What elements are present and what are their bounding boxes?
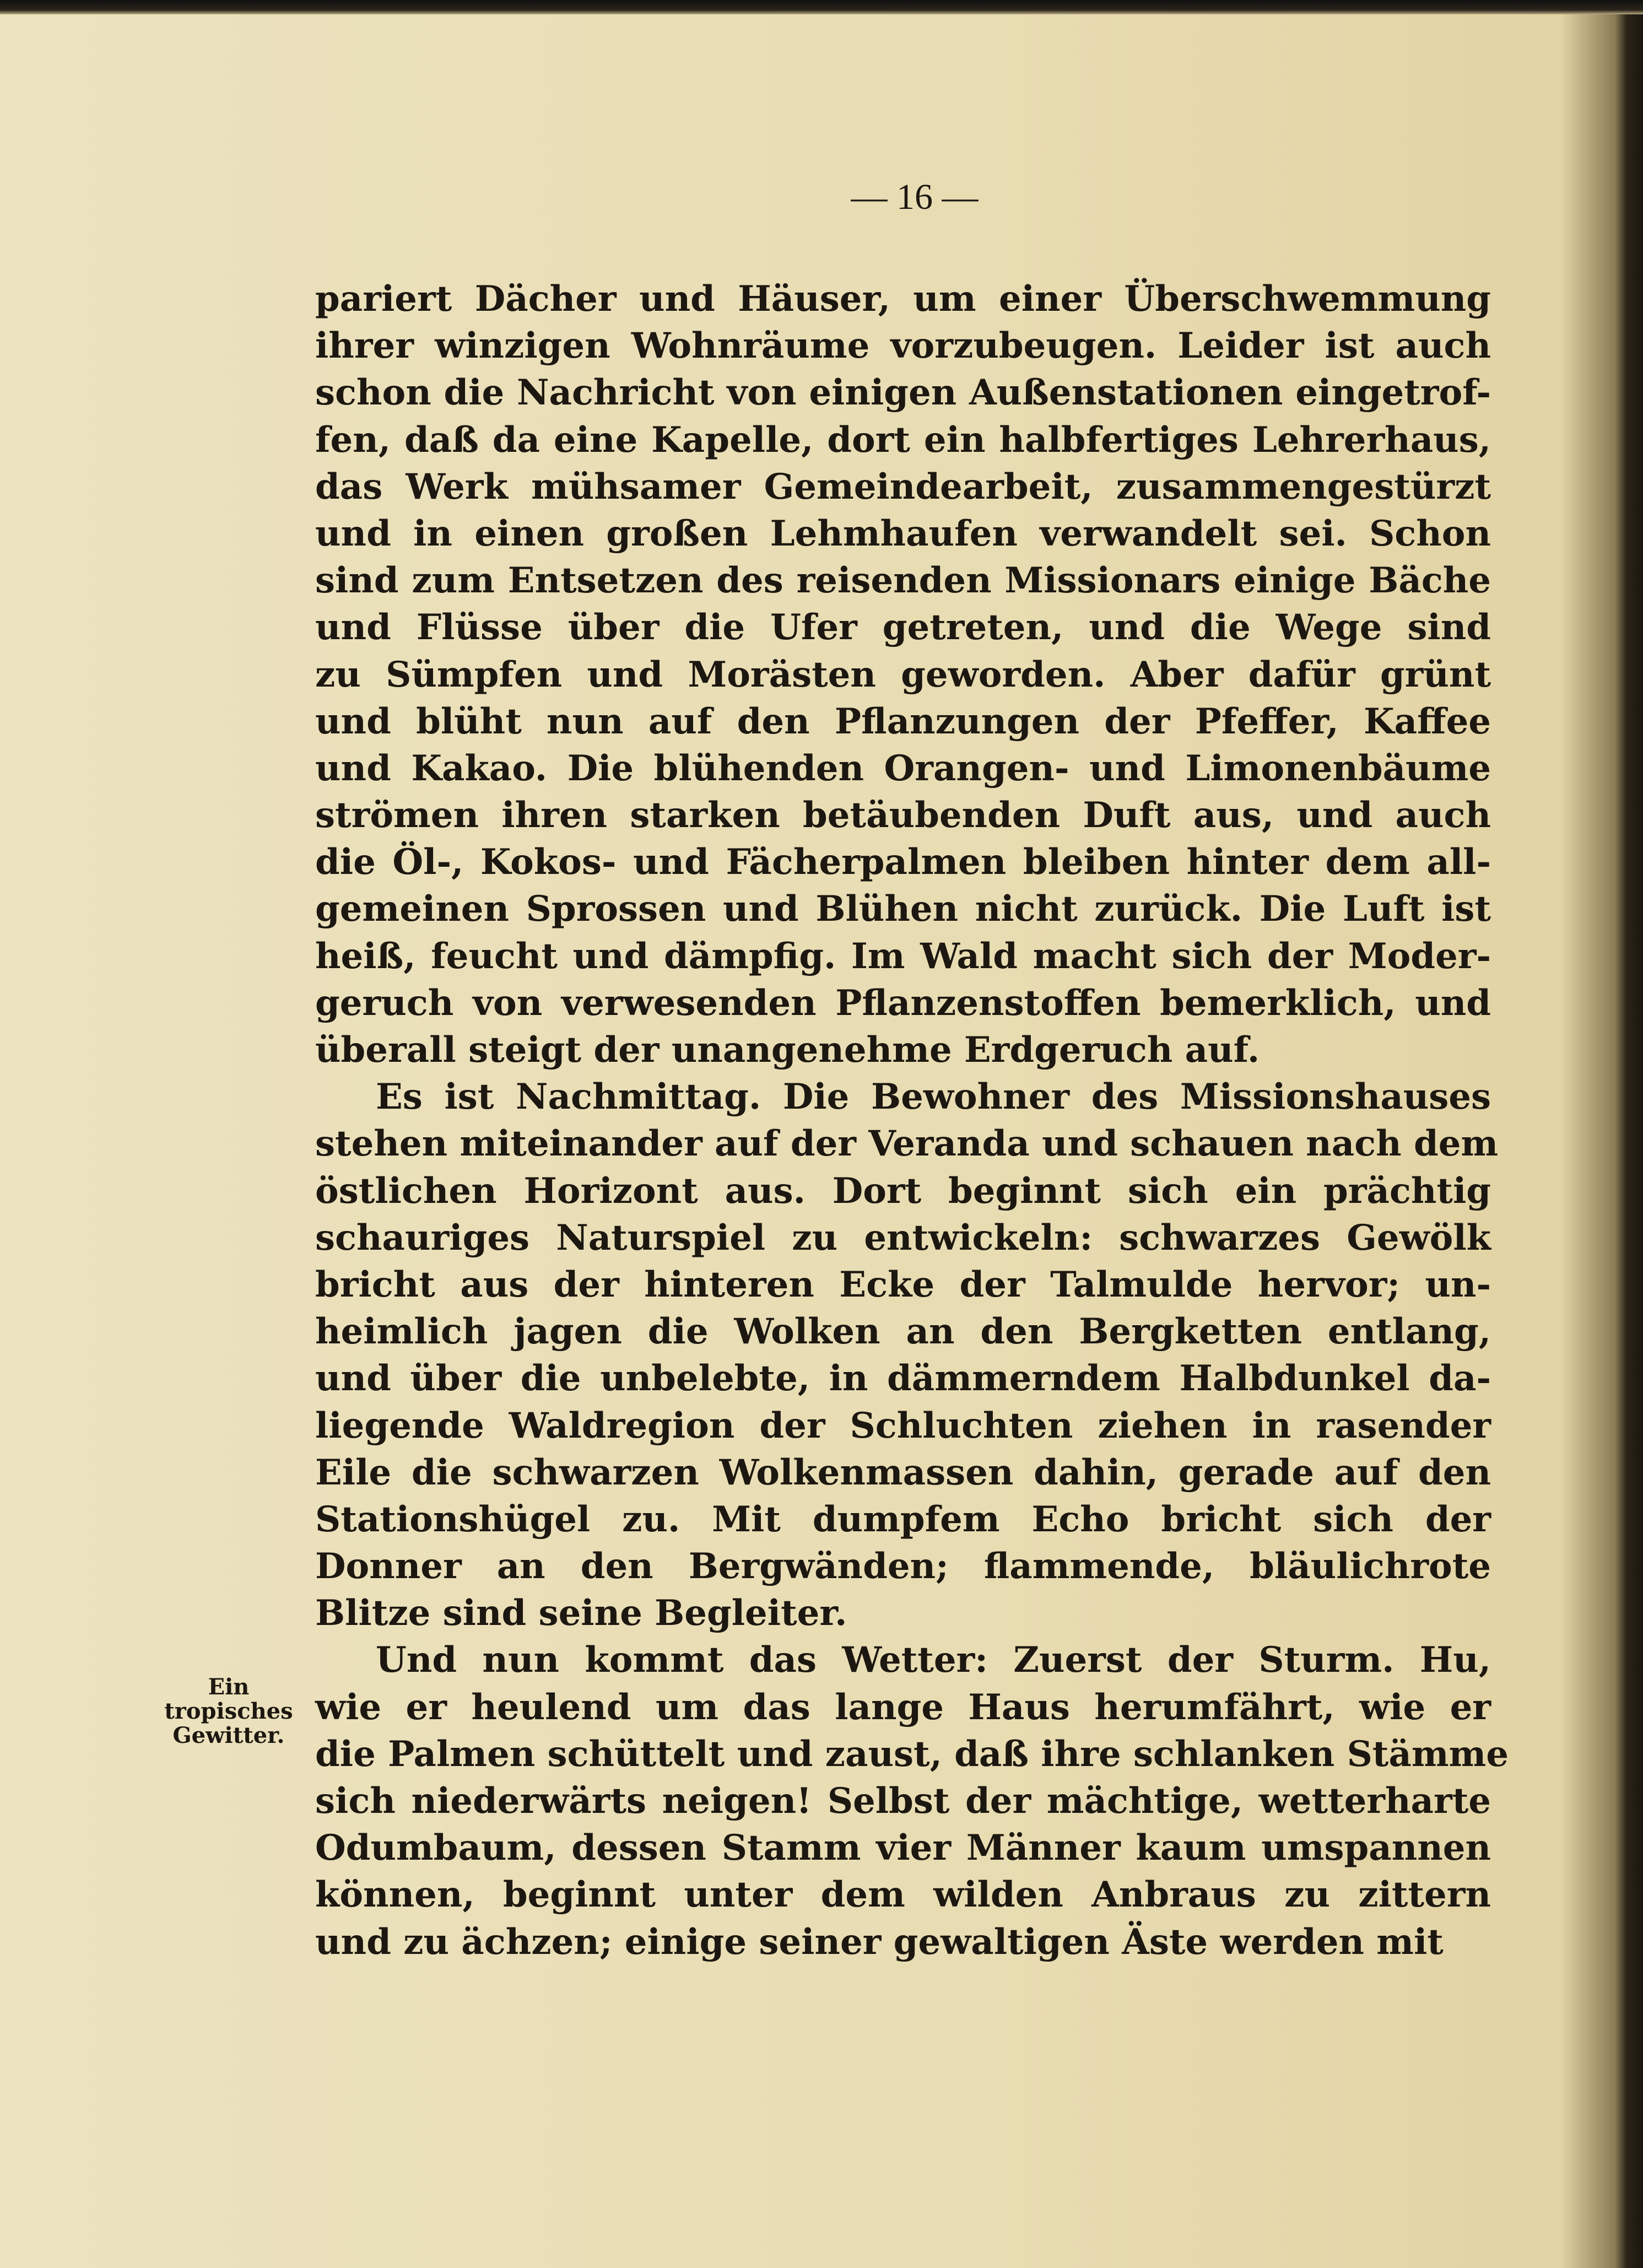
text-line: und in einen großen Lehmhaufen verwandelt sei. Schon — [315, 512, 1491, 554]
text-line: sich niederwärts neigen! Selbst der mächtige, wetterharte — [315, 1780, 1491, 1822]
page-number: — 16 — — [851, 177, 979, 217]
text-line: pariert Dächer und Häuser, um einer Überschwemmung — [315, 278, 1491, 320]
margin-note — [154, 1675, 303, 1748]
margin-note-line: Gewitter. — [172, 1722, 285, 1748]
text-line: stehen miteinander auf der Veranda und schauen nach dem — [315, 1123, 1499, 1165]
text-line: geruch von verwesenden Pflanzenstoffen bemerklich, und — [315, 982, 1491, 1024]
paragraph — [315, 1637, 1509, 1965]
text-line: gemeinen Sprossen und Blühen nicht zurück. Die Luft ist — [315, 888, 1491, 930]
text-line: können, beginnt unter dem wilden Anbraus zu zittern — [315, 1874, 1491, 1916]
text-line: Odumbaum, dessen Stamm vier Männer kaum umspannen — [315, 1827, 1491, 1869]
text-line: östlichen Horizont aus. Dort beginnt sich ein prächtig — [315, 1170, 1491, 1212]
text-line: wie er heulend um das lange Haus herumfährt, wie er — [315, 1686, 1491, 1728]
text-line: fen, daß da eine Kapelle, dort ein halbfertiges Lehrerhaus, — [315, 419, 1491, 461]
text-line: schon die Nachricht von einigen Außenstationen eingetrof- — [315, 372, 1491, 414]
text-line: heimlich jagen die Wolken an den Bergketten entlang, — [315, 1311, 1491, 1353]
text-line: ihrer winzigen Wohnräume vorzubeugen. Leider ist auch — [315, 325, 1491, 367]
text-line: schauriges Naturspiel zu entwickeln: schwarzes Gewölk — [315, 1217, 1491, 1259]
text-line: das Werk mühsamer Gemeindearbeit, zusammengestürzt — [315, 466, 1491, 507]
text-line: bricht aus der hinteren Ecke der Talmulde hervor; un- — [315, 1263, 1491, 1305]
text-line: und Kakao. Die blühenden Orangen- und Limonenbäume — [315, 747, 1491, 789]
scan-top-edge — [0, 0, 1643, 14]
text-line: und über die unbelebte, in dämmerndem Halbdunkel da- — [315, 1358, 1491, 1400]
text-line: Donner an den Bergwänden; flammende, bläulichrote — [315, 1546, 1491, 1587]
text-line: die Öl-, Kokos- und Fächerpalmen bleiben hinter dem all- — [315, 841, 1491, 883]
text-line: Eile die schwarzen Wolkenmassen dahin, gerade auf den — [315, 1451, 1491, 1493]
text-line: und Flüsse über die Ufer getreten, und die Wege sind — [315, 607, 1491, 649]
text-line: Blitze sind seine Begleiter. — [315, 1592, 847, 1634]
text-line: die Palmen schüttelt und zaust, daß ihre schlanken Stämme — [315, 1733, 1509, 1775]
margin-note-line: tropisches — [164, 1698, 293, 1724]
paragraph — [315, 276, 1491, 1073]
paragraph — [315, 1073, 1499, 1637]
margin-note-line: Ein — [208, 1674, 250, 1700]
text-line: sind zum Entsetzen des reisenden Missionars einige Bäche — [315, 560, 1491, 602]
text-line: zu Sümpfen und Morästen geworden. Aber dafür grünt — [315, 654, 1491, 695]
text-line: liegende Waldregion der Schluchten ziehen in rasender — [315, 1405, 1491, 1446]
text-line: und zu ächzen; einige seiner gewaltigen Äste werden mit — [315, 1921, 1444, 1963]
text-line: Und nun kommt das Wetter: Zuerst der Sturm. Hu, — [376, 1639, 1491, 1681]
text-line: überall steigt der unangenehme Erdgeruch auf. — [315, 1029, 1260, 1071]
body-text — [315, 276, 1509, 1965]
text-line: heiß, feucht und dämpfig. Im Wald macht sich der Moder- — [315, 935, 1491, 977]
text-line: Es ist Nachmittag. Die Bewohner des Missionshauses — [376, 1076, 1491, 1118]
text-line: und blüht nun auf den Pflanzungen der Pfeffer, Kaffee — [315, 700, 1491, 742]
text-line: Stationshügel zu. Mit dumpfem Echo bricht sich der — [315, 1498, 1491, 1540]
text-line: strömen ihren starken betäubenden Duft aus, und auch — [315, 795, 1491, 836]
